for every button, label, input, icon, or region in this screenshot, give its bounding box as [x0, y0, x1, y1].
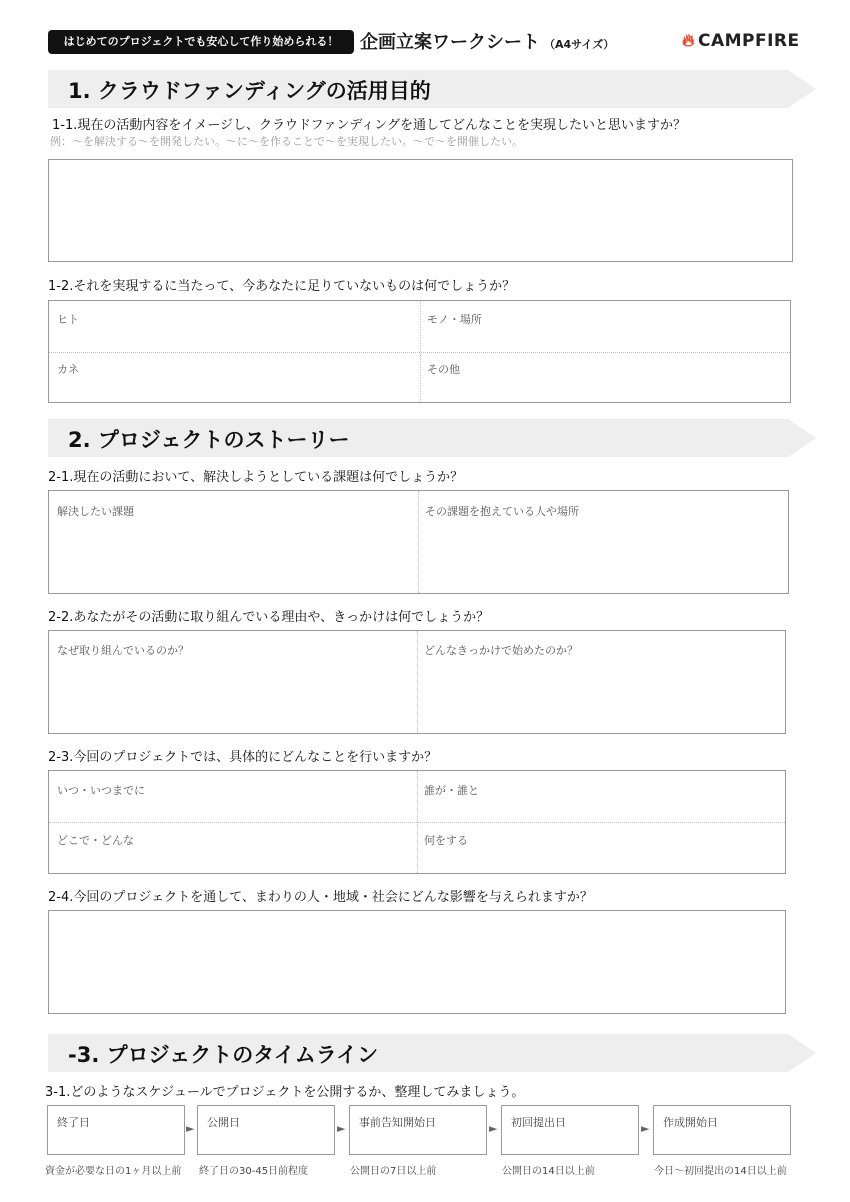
- question-3-1: 3-1.どのようなスケジュールでプロジェクトを公開するか、整理してみましょう。: [45, 1085, 525, 1100]
- cell-label-who[interactable]: 誰が・誰と: [424, 784, 479, 797]
- section-2-heading: [48, 419, 788, 457]
- answer-grid-1-2: [48, 300, 791, 403]
- section-1-heading: [48, 70, 788, 108]
- timeline-step-end-date[interactable]: [47, 1105, 185, 1155]
- timeline-step-label: 公開日: [207, 1116, 240, 1129]
- cell-label-where[interactable]: どこで・どんな: [57, 834, 134, 847]
- timeline-note-preannounce-date: 公開日の7日以上前: [350, 1166, 437, 1177]
- grid-divider-horizontal: [49, 822, 785, 823]
- arrow-right-icon: ►: [186, 1122, 195, 1135]
- grid-divider-vertical: [417, 631, 418, 733]
- cell-label-problem[interactable]: 解決したい課題: [57, 505, 134, 518]
- timeline-note-first-submit-date: 公開日の14日以上前: [502, 1166, 595, 1177]
- cell-label-when[interactable]: いつ・いつまでに: [57, 784, 145, 797]
- brand-logo: [682, 31, 800, 51]
- timeline-note-launch-date: 終了日の30-45日前程度: [199, 1166, 309, 1177]
- question-2-1: 2-1.現在の活動において、解決しようとしている課題は何でしょうか？: [48, 470, 464, 485]
- answer-grid-2-2: [48, 630, 786, 734]
- answer-grid-2-1: [48, 490, 789, 594]
- section-3-heading: [48, 1034, 788, 1072]
- answer-box-2-4[interactable]: [48, 910, 786, 1014]
- timeline-step-label: 初回提出日: [511, 1116, 566, 1129]
- timeline-step-preannounce-date[interactable]: [349, 1105, 487, 1155]
- answer-box-1-1[interactable]: [48, 159, 793, 262]
- question-1-1: 1-1.現在の活動内容をイメージし、クラウドファンディングを通してどんなことを実現したいと思いますか？: [52, 118, 687, 133]
- header-tag: はじめてのプロジェクトでも安心して作り始められる！: [48, 30, 354, 54]
- question-2-3: 2-3.今回のプロジェクトでは、具体的にどんなことを行いますか？: [48, 750, 438, 765]
- section-3-title: -3. プロジェクトのタイムライン: [68, 1043, 379, 1067]
- timeline-step-label: 終了日: [57, 1116, 90, 1129]
- arrow-right-icon: ►: [337, 1122, 346, 1135]
- brand-name: CAMPFIRE: [697, 31, 800, 51]
- cell-label-why[interactable]: なぜ取り組んでいるのか？: [57, 644, 189, 657]
- section-2-title: 2. プロジェクトのストーリー: [68, 428, 350, 452]
- arrow-right-icon: ►: [641, 1122, 650, 1135]
- cell-label-affected[interactable]: その課題を抱えている人や場所: [425, 505, 579, 518]
- section-1-title: 1. クラウドファンディングの活用目的: [68, 79, 431, 103]
- answer-grid-2-3: [48, 770, 786, 874]
- cell-label-other[interactable]: その他: [427, 363, 460, 376]
- timeline-step-label: 事前告知開始日: [359, 1116, 436, 1129]
- document-size-label: （A4サイズ）: [544, 38, 615, 51]
- document-title-text: 企画立案ワークシート: [360, 32, 540, 53]
- cell-label-people[interactable]: ヒト: [57, 313, 79, 326]
- question-2-4: 2-4.今回のプロジェクトを通して、まわりの人・地域・社会にどんな影響を与えられますか？: [48, 890, 593, 905]
- question-1-2: 1-2.それを実現するに当たって、今あなたに足りていないものは何でしょうか？: [48, 279, 516, 294]
- flame-icon: 🔥︎: [682, 31, 695, 51]
- timeline-step-launch-date[interactable]: [197, 1105, 335, 1155]
- cell-label-trigger[interactable]: どんなきっかけで始めたのか？: [424, 644, 578, 657]
- timeline-note-start-date: 今日〜初回提出の14日以上前: [654, 1166, 787, 1177]
- arrow-right-icon: ►: [489, 1122, 498, 1135]
- cell-label-money[interactable]: カネ: [57, 363, 79, 376]
- timeline-step-label: 作成開始日: [663, 1116, 718, 1129]
- question-2-2: 2-2.あなたがその活動に取り組んでいる理由や、きっかけは何でしょうか？: [48, 610, 490, 625]
- cell-label-what[interactable]: 何をする: [424, 834, 468, 847]
- timeline-step-first-submit-date[interactable]: [501, 1105, 639, 1155]
- document-title: [360, 28, 614, 54]
- grid-divider-horizontal: [49, 352, 790, 353]
- cell-label-things-place[interactable]: モノ・場所: [427, 313, 482, 326]
- timeline-step-start-date[interactable]: [653, 1105, 791, 1155]
- timeline-note-end-date: 資金が必要な日の1ヶ月以上前: [45, 1166, 182, 1177]
- question-1-1-example: 例：〜を解決する〜を開発したい。〜に〜を作ることで〜を実現したい。〜で〜を開催したい。: [50, 135, 523, 148]
- grid-divider-vertical: [418, 491, 419, 593]
